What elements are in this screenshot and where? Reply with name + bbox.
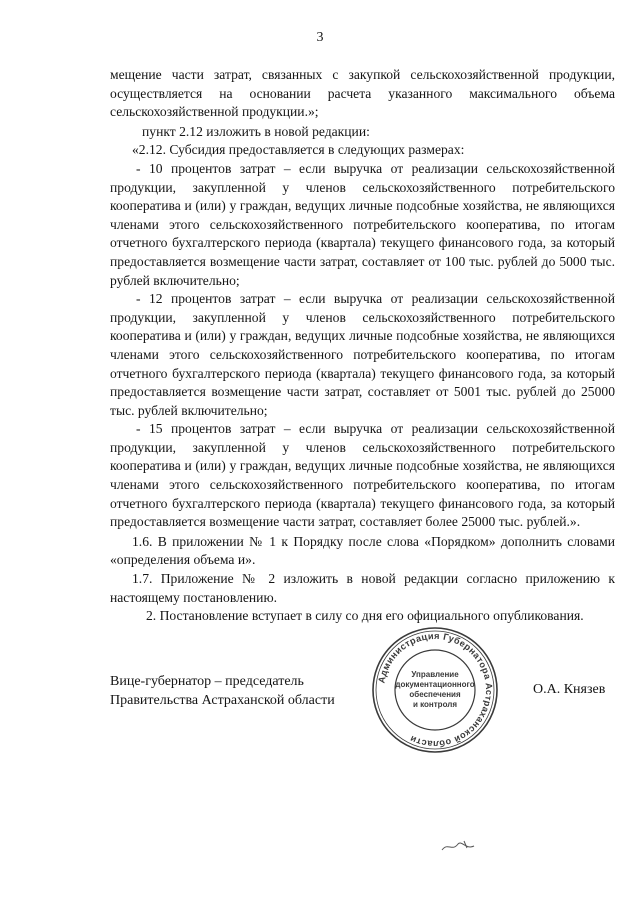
stamp-center-text: обеспечения xyxy=(409,690,461,699)
signatory-name: О.А. Князев xyxy=(533,682,606,697)
list-item: - 12 процентов затрат – если выручка от реализации сельскохозяйственной продукции, закупленной у членов сельскохозяйственного потребительского кооператива и (или) у граждан, ведущих личные подсобные хозяйства, не являющихся членами этого сельскохозяйственного потребительского кооператива, по итогам отчетного бухгалтерского периода (квартала) текущего финансового года, за который предоставляется возмещение части затрат, составляет от 5001 тыс. рублей до 25000 тыс. рублей включительно; xyxy=(110,291,615,418)
list-item: - 15 процентов затрат – если выручка от реализации сельскохозяйственной продукции, закупленной у членов сельскохозяйственного потребительского кооператива и (или) у граждан, ведущих личные подсобные хозяйства, не являющихся членами этого сельскохозяйственного потребительского кооператива, по итогам отчетного бухгалтерского периода (квартала) текущего финансового года, за который предоставляется возмещение части затрат, составляет более 25000 тыс. рублей.». xyxy=(110,421,615,530)
paragraph: «2.12. Субсидия предоставляется в следующих размерах: xyxy=(132,142,465,158)
paragraph: мещение части затрат, связанных с закупкой сельскохозяйственной продукции, осуществляется на основании расчета указанного максимального объема сельскохозяйственной продукции.»; xyxy=(110,67,615,120)
paragraph: 1.7. Приложение № 2 изложить в новой редакции согласно приложению к настоящему постановлению. xyxy=(110,571,615,605)
paragraph: 1.6. В приложении № 1 к Порядку после слова «Порядком» дополнить словами «определения объема и». xyxy=(110,533,615,568)
stamp-ring-text: Администрация Губернатора Астраханской области xyxy=(376,630,495,750)
list-item: - 10 процентов затрат – если выручка от реализации сельскохозяйственной продукции, закупленной у членов сельскохозяйственного потребительского кооператива и (или) у граждан, ведущих личные подсобные хозяйства, не являющихся членами этого сельскохозяйственного потребительского кооператива, по итогам отчетного бухгалтерского периода (квартала) текущего финансового года, за который предоставляется возмещение части затрат, составляет от 100 тыс. рублей до 5000 тыс. рублей включительно; xyxy=(110,160,615,288)
signature-title-line: Правительства Астраханской области xyxy=(110,693,335,708)
signature-title xyxy=(110,672,335,710)
paragraph: 2. Постановление вступает в силу со дня его официального опубликования. xyxy=(146,608,584,624)
stamp-center-text: и контроля xyxy=(413,700,457,709)
stamp-center-text: Управление xyxy=(411,670,459,679)
official-stamp xyxy=(370,625,500,755)
page-number: 3 xyxy=(316,30,324,45)
stamp-center-text: документационного xyxy=(395,680,475,689)
document-body xyxy=(110,66,615,626)
pen-mark xyxy=(440,838,480,854)
signature-title-line: Вице-губернатор – председатель xyxy=(110,674,304,689)
paragraph: пункт 2.12 изложить в новой редакции: xyxy=(142,123,370,139)
